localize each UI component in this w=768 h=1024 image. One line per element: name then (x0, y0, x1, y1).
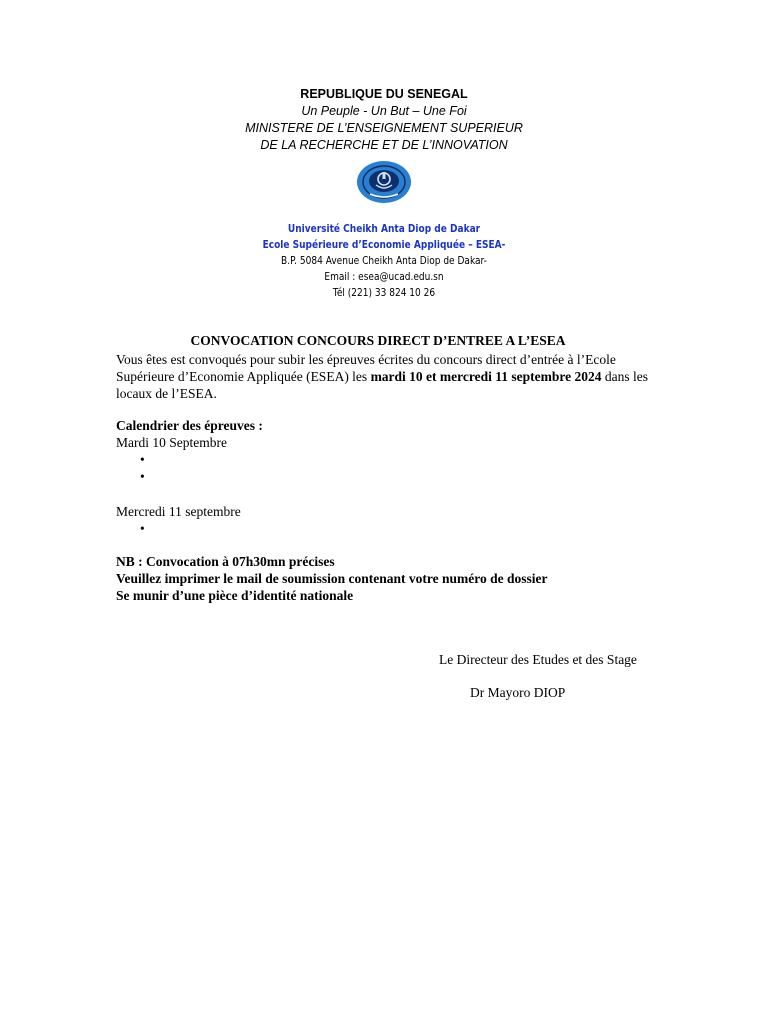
ministry-line-2: DE LA RECHERCHE ET DE L’INNOVATION (260, 138, 508, 152)
intro-text-2: dans les locaux de l’ESEA. (116, 369, 649, 401)
document-title: CONVOCATION CONCOURS DIRECT D’ENTREE A L’ESEA (190, 333, 566, 348)
signatory-title: Le Directeur des Etudes et des Stage (439, 652, 637, 667)
id-note: Se munir d’une pièce d’identité nationale (116, 588, 354, 603)
exam-dates: mardi 10 et mercredi 11 septembre 2024 (370, 369, 602, 384)
university-name: Université Cheikh Anta Diop de Dakar (287, 222, 481, 235)
university-seal-icon (356, 160, 412, 204)
school-name: Ecole Supérieure d’Economie Appliquée – ESEA- (262, 238, 506, 251)
country-name: REPUBLIQUE DU SENEGAL (300, 87, 468, 101)
signatory-name: Dr Mayoro DIOP (470, 685, 566, 700)
institution-block (220, 221, 548, 301)
list-item (116, 520, 656, 537)
list-item (116, 468, 656, 485)
phone-number: Tél (221) 33 824 10 26 (332, 286, 436, 299)
letterhead (184, 86, 584, 154)
day-1-list (116, 451, 656, 485)
day-2-label: Mercredi 11 septembre (116, 504, 241, 519)
postal-address: B.P. 5084 Avenue Cheikh Anta Diop de Dakar- (281, 254, 487, 267)
calendar-heading: Calendrier des épreuves : (116, 418, 263, 433)
intro-paragraph (116, 351, 656, 402)
print-note: Veuillez imprimer le mail de soumission contenant votre numéro de dossier (116, 571, 548, 586)
notes-block (116, 553, 656, 604)
list-item (116, 451, 656, 468)
ministry-line-1: MINISTERE DE L’ENSEIGNEMENT SUPERIEUR (245, 121, 523, 135)
nb-note: NB : Convocation à 07h30mn précises (116, 554, 335, 569)
email-address: Email : esea@ucad.edu.sn (324, 270, 444, 283)
intro-text-1: Vous êtes est convoqués pour subir les épreuves écrites du concours direct d’entrée à l’Ecole Supérieure d’Economie Appliquée (ESEA) les (116, 352, 616, 384)
day-1-label: Mardi 10 Septembre (116, 435, 227, 450)
day-2-list (116, 520, 656, 537)
national-motto: Un Peuple - Un But – Une Foi (301, 104, 467, 118)
